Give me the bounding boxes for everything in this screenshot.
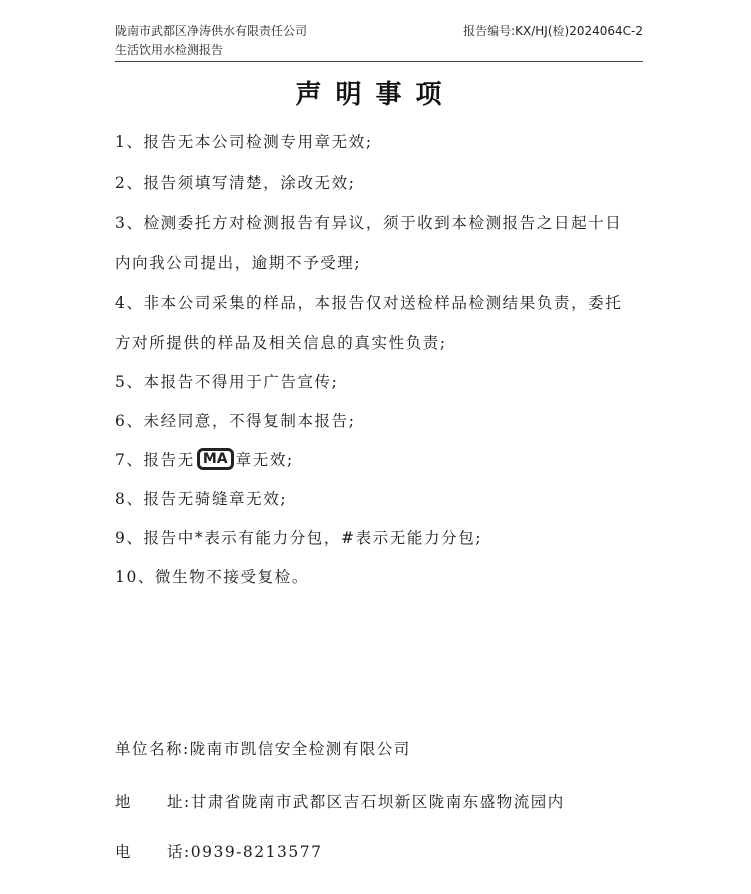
statement-item: 4、非本公司采集的样品，本报告仅对送检样品检测结果负责，委托	[115, 294, 623, 312]
statement-item: 6、未经同意，不得复制本报告;	[115, 412, 356, 430]
address-row	[115, 790, 675, 812]
statement-item-7	[115, 449, 294, 472]
page-title: 声明事项	[295, 80, 456, 110]
unit-name-value: 陇南市凯信安全检测有限公司	[189, 740, 411, 758]
statement-item: 1、报告无本公司检测专用章无效;	[115, 133, 373, 151]
statement-item: 8、报告无骑缝章无效;	[115, 490, 288, 508]
statement-item: 3、检测委托方对检测报告有异议，须于收到本检测报告之日起十日	[115, 214, 623, 232]
unit-name-label: 单位名称:	[115, 740, 190, 758]
address-label-char1: 地	[115, 793, 133, 811]
statement-item: 9、报告中*表示有能力分包，#表示无能力分包;	[115, 529, 483, 547]
item7-text-after: 章无效;	[235, 451, 294, 469]
phone-value: 0939-8213577	[190, 843, 323, 861]
report-header-left	[115, 22, 307, 60]
statement-item: 2、报告须填写清楚，涂改无效;	[115, 174, 356, 192]
report-type: 生活饮用水检测报告	[115, 43, 224, 57]
unit-name-row	[115, 737, 675, 759]
statement-item: 5、本报告不得用于广告宣传;	[115, 373, 339, 391]
item7-text-before: 7、报告无	[115, 451, 195, 469]
address-label-char2: 址:	[167, 793, 191, 811]
statement-item-continued: 内向我公司提出，逾期不予受理;	[115, 254, 362, 272]
report-number: 报告编号:KX/HJ(检)2024064C-2	[463, 24, 643, 38]
address-value: 甘肃省陇南市武都区吉石坝新区陇南东盛物流园内	[190, 793, 565, 811]
phone-row	[115, 840, 675, 862]
statement-item: 10、微生物不接受复检。	[115, 568, 309, 586]
statement-item-continued: 方对所提供的样品及相关信息的真实性负责;	[115, 334, 447, 352]
cma-mark-icon: MA	[197, 448, 234, 470]
company-name: 陇南市武都区净涛供水有限责任公司	[115, 24, 308, 38]
phone-label-char2: 话:	[167, 843, 191, 861]
phone-label-char1: 电	[115, 843, 133, 861]
header-divider	[115, 61, 643, 62]
